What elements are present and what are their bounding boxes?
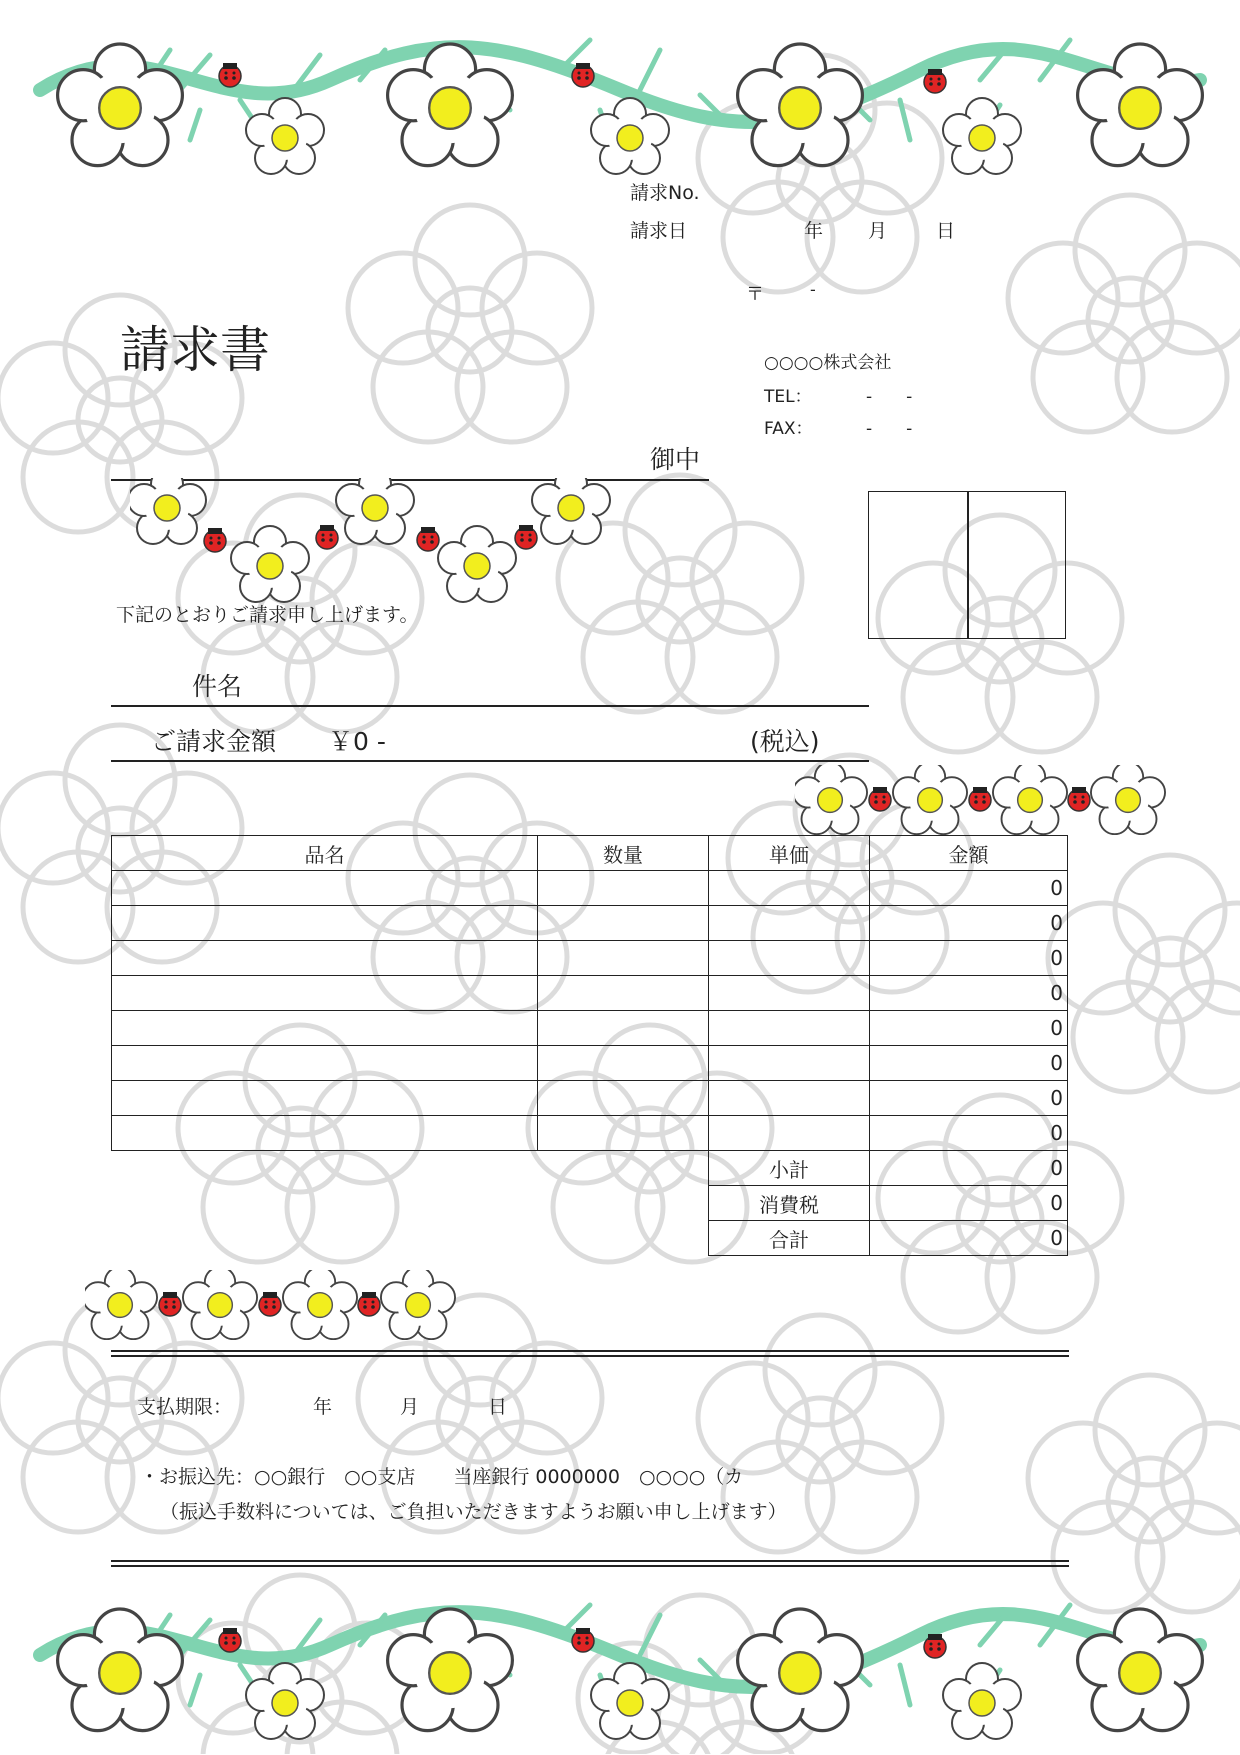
quantity-cell[interactable] [538,941,709,976]
item-name-cell[interactable] [112,1046,538,1081]
flower-row-left [85,1270,465,1340]
amount-cell: 0 [870,871,1068,906]
header-amount: 金額 [870,836,1068,871]
company-name: ○○○○株式会社 [764,353,892,373]
header-item-name: 品名 [112,836,538,871]
top-flower-vine-border [0,20,1240,190]
unit-price-cell[interactable] [709,1046,870,1081]
tax-row [112,1186,1068,1221]
amount-cell: 0 [870,941,1068,976]
table-row [112,1011,1068,1046]
payment-bottom-rule-1 [111,1560,1069,1562]
payment-deadline-day: 日 [488,1396,508,1418]
invoice-no-label: 請求No. [630,182,700,204]
item-name-cell[interactable] [112,1081,538,1116]
flower-row-right [795,765,1175,835]
item-name-cell[interactable] [112,906,538,941]
payment-deadline-month: 月 [400,1396,420,1418]
page-title: 請求書 [120,321,270,379]
payment-deadline-label: 支払期限： [137,1396,233,1418]
tax-included-note: (税込) [750,727,820,756]
amount-value: ￥0 - [328,727,386,756]
tax-value: 0 [870,1186,1068,1221]
subject-label: 件名 [192,672,243,701]
flower-garland [130,478,650,608]
unit-price-cell[interactable] [709,941,870,976]
company-tel-value: - - [866,387,913,407]
amount-line [111,760,869,762]
total-label: 合計 [709,1221,870,1256]
quantity-cell[interactable] [538,1116,709,1151]
items-table [111,835,1068,1256]
unit-price-cell[interactable] [709,976,870,1011]
company-fax-value: - - [866,419,913,439]
payment-deadline-year: 年 [313,1396,333,1418]
amount-cell: 0 [870,1081,1068,1116]
stamp-box [868,491,1066,639]
amount-cell: 0 [870,1046,1068,1081]
table-header-row [112,836,1068,871]
intro-text: 下記のとおりご請求申し上げます。 [116,604,419,626]
bank-transfer-info: ・お振込先：○○銀行 ○○支店 当座銀行 0000000 ○○○○（カ [140,1466,744,1488]
payment-top-rule-1 [111,1350,1069,1352]
amount-cell: 0 [870,1116,1068,1151]
total-row [112,1221,1068,1256]
amount-cell: 0 [870,906,1068,941]
quantity-cell[interactable] [538,1081,709,1116]
subtotal-label: 小計 [709,1151,870,1186]
item-name-cell[interactable] [112,871,538,906]
company-tel-label: TEL： [764,387,812,407]
transfer-fee-note: （振込手数料については、ご負担いただきますようお願い申し上げます） [160,1501,787,1523]
payment-top-rule-2 [111,1355,1069,1357]
amount-label: ご請求金額 [151,727,277,756]
recipient-suffix: 御中 [650,445,701,474]
table-row [112,871,1068,906]
table-row [112,906,1068,941]
total-value: 0 [870,1221,1068,1256]
quantity-cell[interactable] [538,1011,709,1046]
invoice-date-day: 日 [936,220,956,242]
postal-mark: 〒 [746,284,764,305]
table-row [112,1081,1068,1116]
invoice-date-year: 年 [804,220,824,242]
quantity-cell[interactable] [538,1046,709,1081]
item-name-cell[interactable] [112,1116,538,1151]
table-row [112,941,1068,976]
quantity-cell[interactable] [538,906,709,941]
unit-price-cell[interactable] [709,871,870,906]
payment-bottom-rule-2 [111,1565,1069,1567]
unit-price-cell[interactable] [709,1081,870,1116]
subject-line [111,705,869,707]
unit-price-cell[interactable] [709,906,870,941]
item-name-cell[interactable] [112,976,538,1011]
table-row [112,1116,1068,1151]
company-fax-label: FAX： [764,419,813,439]
item-name-cell[interactable] [112,1011,538,1046]
postal-dash: - [810,280,816,299]
item-name-cell[interactable] [112,941,538,976]
bottom-flower-vine-border [0,1585,1240,1755]
stamp-divider [967,492,969,638]
invoice-date-month: 月 [868,220,888,242]
unit-price-cell[interactable] [709,1011,870,1046]
quantity-cell[interactable] [538,976,709,1011]
header-quantity: 数量 [538,836,709,871]
invoice-date-label: 請求日 [630,220,688,242]
subtotal-row [112,1151,1068,1186]
subtotal-value: 0 [870,1151,1068,1186]
table-row [112,1046,1068,1081]
amount-cell: 0 [870,976,1068,1011]
amount-cell: 0 [870,1011,1068,1046]
table-row [112,976,1068,1011]
tax-label: 消費税 [709,1186,870,1221]
header-unit-price: 単価 [709,836,870,871]
quantity-cell[interactable] [538,871,709,906]
unit-price-cell[interactable] [709,1116,870,1151]
